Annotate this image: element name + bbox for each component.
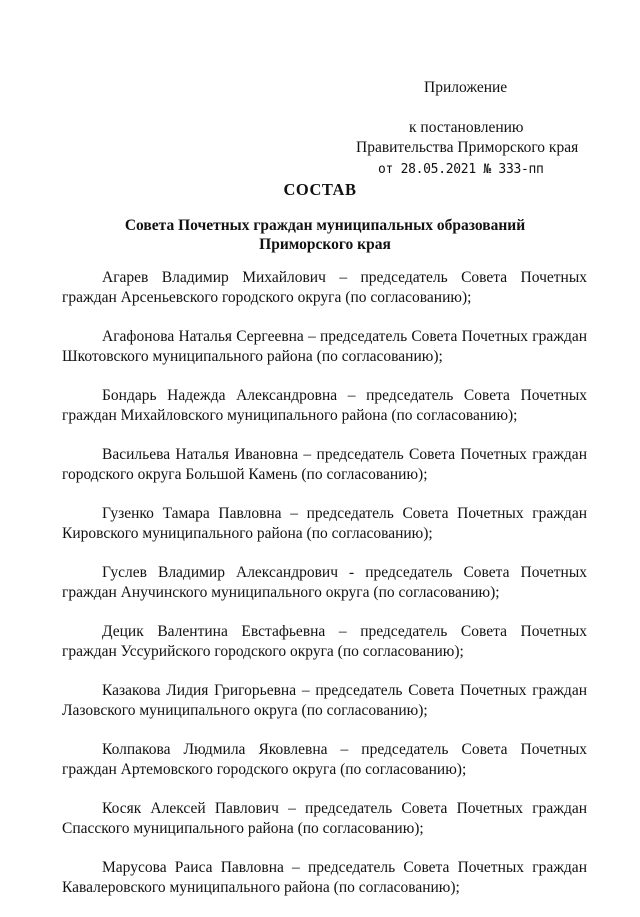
member-item: Агафонова Наталья Сергеевна – председатель Совета Почетных граждан Шкотовского муниципального района (по согласованию); (62, 328, 587, 365)
member-list (62, 268, 587, 917)
member-item: Гуслев Владимир Александрович - председатель Совета Почетных граждан Анучинского муниципального округа (по согласованию); (62, 564, 587, 601)
member-item: Казакова Лидия Григорьевна – председатель Совета Почетных граждан Лазовского муниципального округа (по согласованию); (62, 682, 587, 719)
resolution-label: к постановлению (409, 119, 524, 136)
member-item: Бондарь Надежда Александровна – председатель Совета Почетных граждан Михайловского муниципального района (по согласованию); (62, 387, 587, 424)
member-item: Марусова Раиса Павловна – председатель Совета Почетных граждан Кавалеровского муниципального района (по согласованию); (62, 859, 587, 896)
member-item: Агарев Владимир Михайлович – председатель Совета Почетных граждан Арсеньевского городского округа (по согласованию); (62, 269, 587, 306)
subtitle-line-1: Совета Почетных граждан муниципальных образований (124, 217, 526, 234)
member-item: Колпакова Людмила Яковлевна – председатель Совета Почетных граждан Артемовского городского округа (по согласованию); (62, 741, 587, 778)
resolution-date-number: от 28.05.2021 № 333-пп (378, 162, 544, 177)
government-label: Правительства Приморского края (356, 139, 579, 156)
member-item: Васильева Наталья Ивановна – председатель Совета Почетных граждан городского округа Большой Камень (по согласованию); (62, 446, 587, 483)
document-title: СОСТАВ (283, 180, 357, 199)
appendix-label: Приложение (424, 79, 508, 96)
member-item: Гузенко Тамара Павловна – председатель Совета Почетных граждан Кировского муниципального района (по согласованию); (62, 505, 587, 542)
subtitle-line-2: Приморского края (259, 236, 391, 253)
member-item: Децик Валентина Евстафьевна – председатель Совета Почетных граждан Уссурийского городского округа (по согласованию); (62, 623, 587, 660)
member-item: Косяк Алексей Павлович – председатель Совета Почетных граждан Спасского муниципального района (по согласованию); (62, 800, 587, 837)
document-subtitle (60, 216, 590, 254)
